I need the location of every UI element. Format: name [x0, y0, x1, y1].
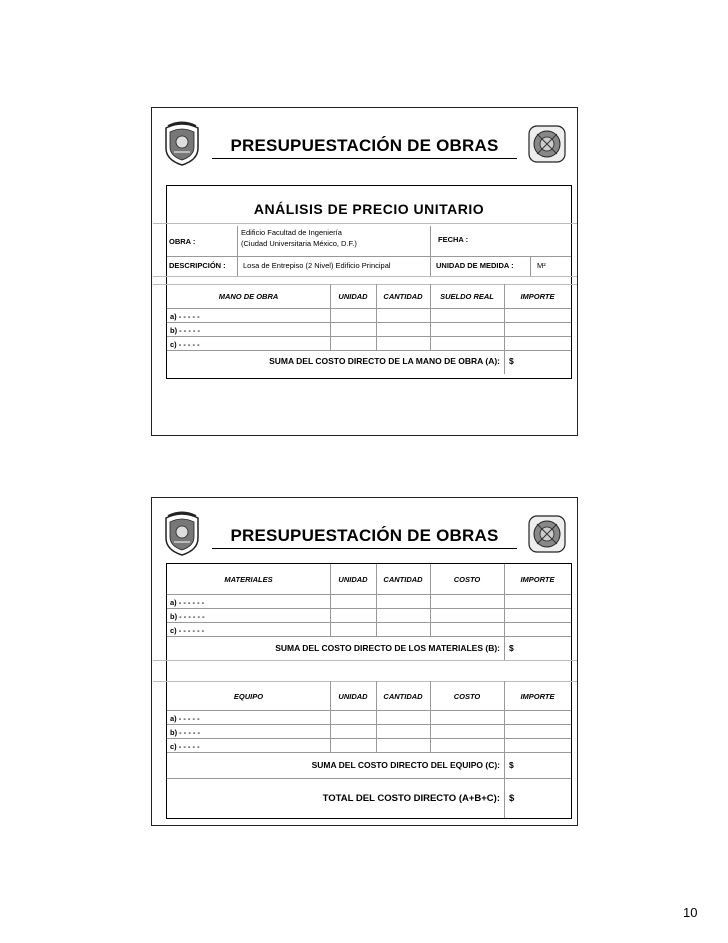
divider — [153, 681, 577, 682]
analysis-form — [166, 185, 572, 379]
sum-equipo-label: SUMA DEL COSTO DIRECTO DEL EQUIPO (C): — [311, 760, 500, 770]
divider — [167, 336, 571, 337]
table-row: c) - - - - - — [170, 742, 200, 751]
col-equipo: EQUIPO — [233, 692, 264, 701]
divider — [330, 564, 331, 636]
slide-materiales-equipo — [151, 497, 578, 826]
obra-value-line2: (Ciudad Universitaria México, D.F.) — [241, 239, 357, 248]
divider — [330, 681, 331, 752]
divider — [167, 350, 571, 351]
col-cantidad: CANTIDAD — [383, 575, 423, 584]
title-underline — [212, 548, 517, 549]
sum-mano-obra-value: $ — [509, 356, 514, 366]
col-unidad: UNIDAD — [338, 575, 368, 584]
engineering-seal-icon — [527, 120, 567, 166]
divider — [504, 681, 505, 818]
unidad-medida-value: M² — [537, 261, 546, 270]
col-importe: IMPORTE — [520, 692, 555, 701]
divider — [430, 226, 431, 276]
total-costo-directo-value: $ — [509, 793, 515, 804]
divider — [376, 284, 377, 350]
divider — [530, 257, 531, 276]
col-cantidad: CANTIDAD — [383, 692, 423, 701]
col-importe: IMPORTE — [520, 292, 555, 301]
col-materiales: MATERIALES — [224, 575, 273, 584]
divider — [330, 284, 331, 350]
divider — [504, 284, 505, 374]
obra-label: OBRA : — [169, 237, 196, 246]
title-underline — [212, 158, 517, 159]
table-row: a) - - - - - - — [170, 598, 205, 607]
col-unidad: UNIDAD — [338, 292, 368, 301]
page-title: PRESUPUESTACIÓN DE OBRAS — [230, 526, 499, 545]
col-importe: IMPORTE — [520, 575, 555, 584]
divider — [167, 622, 571, 623]
divider — [167, 256, 571, 257]
divider — [376, 681, 377, 752]
col-costo: COSTO — [453, 692, 481, 701]
divider — [167, 778, 571, 779]
slide-analisis-precio-unitario — [151, 107, 578, 436]
col-mano-obra: MANO DE OBRA — [218, 292, 279, 301]
costs-form — [166, 563, 572, 819]
divider — [153, 284, 577, 285]
sum-equipo-value: $ — [509, 760, 514, 770]
table-row: b) - - - - - - — [170, 612, 205, 621]
divider — [376, 564, 377, 636]
table-row: a) - - - - - — [170, 312, 200, 321]
col-costo: COSTO — [453, 575, 481, 584]
page-title: PRESUPUESTACIÓN DE OBRAS — [230, 136, 499, 155]
slide-header — [152, 108, 577, 168]
table-row: c) - - - - - — [170, 340, 200, 349]
col-cantidad: CANTIDAD — [383, 292, 423, 301]
page-number: 10 — [683, 905, 698, 920]
table-row: a) - - - - - — [170, 714, 200, 723]
divider — [167, 636, 571, 637]
sum-mano-obra-label: SUMA DEL COSTO DIRECTO DE LA MANO DE OBRA (A): — [269, 356, 500, 366]
divider — [167, 752, 571, 753]
slide-header — [152, 498, 577, 558]
table-row: c) - - - - - - — [170, 626, 205, 635]
unidad-medida-label: UNIDAD DE MEDIDA : — [436, 261, 514, 270]
divider — [167, 724, 571, 725]
divider — [167, 322, 571, 323]
fecha-label: FECHA : — [438, 235, 469, 244]
divider — [237, 226, 238, 276]
sum-materiales-label: SUMA DEL COSTO DIRECTO DE LOS MATERIALES (B): — [275, 643, 500, 653]
divider — [153, 223, 577, 224]
table-row: b) - - - - - — [170, 326, 200, 335]
divider — [167, 738, 571, 739]
divider — [167, 710, 571, 711]
table-row: b) - - - - - — [170, 728, 200, 737]
engineering-seal-icon — [527, 510, 567, 556]
divider — [153, 276, 577, 277]
divider — [167, 594, 571, 595]
divider — [430, 284, 431, 350]
descripcion-value: Losa de Entrepiso (2 Nivel) Edificio Principal — [243, 261, 391, 270]
descripcion-label: DESCRIPCIÓN : — [169, 261, 226, 270]
col-sueldo-real: SUELDO REAL — [440, 292, 494, 301]
col-unidad: UNIDAD — [338, 692, 368, 701]
obra-value-line1: Edificio Facultad de Ingeniería — [241, 228, 342, 237]
divider — [167, 608, 571, 609]
divider — [153, 660, 577, 661]
form-subtitle: ANÁLISIS DE PRECIO UNITARIO — [253, 201, 485, 217]
divider — [504, 564, 505, 660]
divider — [430, 681, 431, 752]
total-costo-directo-label: TOTAL DEL COSTO DIRECTO (A+B+C): — [322, 793, 500, 804]
divider — [167, 308, 571, 309]
divider — [430, 564, 431, 636]
sum-materiales-value: $ — [509, 643, 514, 653]
